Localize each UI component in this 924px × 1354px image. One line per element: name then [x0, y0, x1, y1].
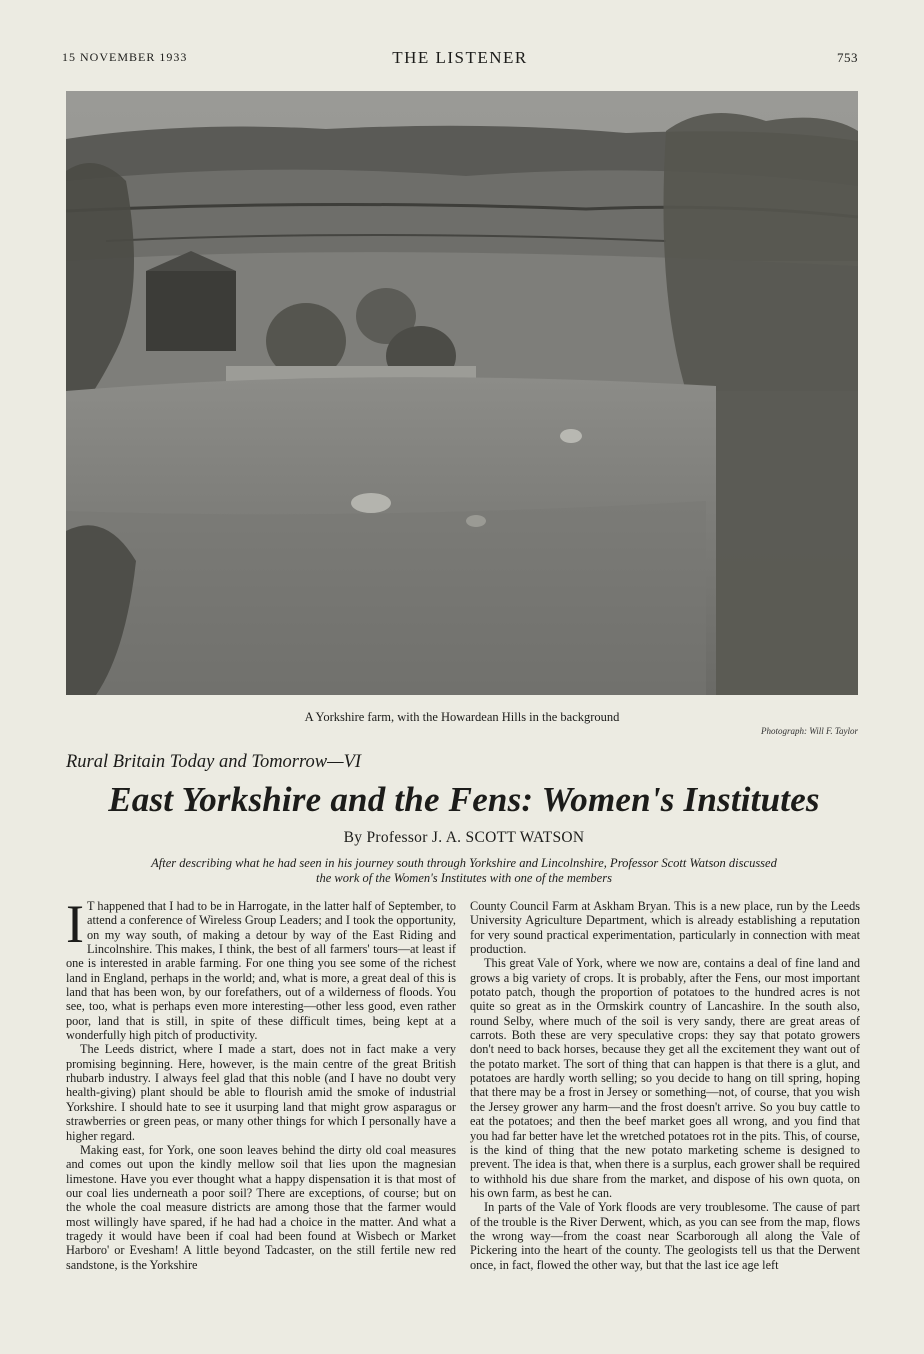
issue-date: 15 NOVEMBER 1933: [62, 50, 188, 64]
page-header: [62, 48, 858, 70]
body-paragraph: I T happened that I had to be in Harrogate, in the latter half of September, to attend a conference of Wireless Group Leaders; and I took the opportunity, on my way south, of making a detour by way of the East Riding and Lincolnshire. This makes, I think, the best of all farmers' tours—at least if one is interested in arable farming. For one thing you see some of the richest land in England, perhaps in the world; and, what is more, a great deal of this is land that has been won, by our forefathers, out of a wilderness of floods. You see, too, what is perhaps even more interesting—other less good, even rather poor, land that is still, in spite of these difficult times, being kept at a wonderfully high pitch of productivity.: [66, 894, 456, 1043]
body-paragraph: The Leeds district, where I made a start, does not in fact make a very promising beginning. Here, however, is the main centre of the great British rhubarb industry. I always feel glad that this noble (and I have no doubt very health-giving) plant should be able to flourish amid the smoke of industrial Yorkshire. I should hate to see it usurping land that might grow asparagus or strawberries or green peas, or many other things for which I personally have a higher regard.: [66, 1042, 456, 1143]
body-paragraph: In parts of the Vale of York floods are very troublesome. The cause of part of the trouble is the River Derwent, which, as you can see from the map, flows the wrong way—from the coast near Scarborough all along the Vale of Pickering into the heart of the county. The geologists tell us that the Derwent once, in fact, flowed the other way, but that the last ice age left: [470, 1200, 860, 1272]
body-paragraph: This great Vale of York, where we now are, contains a deal of fine land and grows a big variety of crops. It is probably, after the Fens, our most important potato patch, though the proportion of potatoes to the hundred acres is not quite so great as in the Ormskirk country of Lancashire. In the south also, round Selby, where much of the soil is very sandy, there are great areas of carrots. Both these are very speculative crops: they say that potato growers don't need to back horses, because they get all the excitement they want out of the potato market. The sort of thing that can happen is that there is a glut, and potatoes are hardly worth selling; so you decide to hang on till spring, hoping that there may be a frost in Jersey or something—not, of course, that you wish the Jersey grower any harm—and the frost doesn't arrive. So you buy cattle to eat the potatoes; and then the beef market goes all wrong, and you find that you had far better have let the wretched potatoes rot in the pits. This, of course, is the kind of thing that the new potato marketing scheme is designed to prevent. The idea is that, when there is a surplus, each grower shall be required to withhold his due share from the market, and dispose of his own quota, on his own farm, as best he can.: [470, 956, 860, 1200]
page-number: 753: [837, 50, 858, 65]
article-headline: East Yorkshire and the Fens: Women's Institutes: [108, 780, 820, 819]
series-title: Rural Britain Today and Tomorrow—VI: [66, 752, 362, 772]
standfirst-line-1: After describing what he had seen in his journey south through Yorkshire and Lincolnshire, Professor Scott Watson discussed: [151, 856, 777, 870]
body-column-right: [470, 899, 860, 1272]
photo-caption: A Yorkshire farm, with the Howardean Hills in the background: [304, 710, 620, 724]
farm-photograph: [66, 91, 858, 695]
body-paragraph: County Council Farm at Askham Bryan. This is a new place, run by the Leeds University Agriculture Department, which is already establishing a reputation for very sound practical experimentation, particularly in connection with meat production.: [470, 899, 860, 957]
article-byline: By Professor J. A. SCOTT WATSON: [343, 829, 585, 846]
body-paragraph: Making east, for York, one soon leaves behind the dirty old coal measures and comes out upon the kindly mellow soil that lies upon the magnesian limestone. Have you ever thought what a happy dispensation it is that most of our coal lies underneath a poor soil? There are exceptions, of course; but on the whole the coal measure districts are among those that the farmer would most willingly have spared, if he had had a choice in the matter. And what a tragedy it would have been if coal had been found at Wisbech or Market Harboro' or Evesham! A little beyond Tadcaster, on the still fertile new red sandstone, is the Yorkshire: [66, 1142, 456, 1272]
standfirst-line-2: the work of the Women's Institutes with one of the members: [316, 871, 612, 885]
farm-landscape-image: [66, 91, 858, 695]
article-standfirst: [66, 856, 862, 886]
drop-cap: I: [66, 894, 84, 954]
photo-credit: Photograph: Will F. Taylor: [760, 726, 858, 736]
body-column-left: [66, 894, 456, 1272]
publication-title: THE LISTENER: [392, 48, 528, 67]
